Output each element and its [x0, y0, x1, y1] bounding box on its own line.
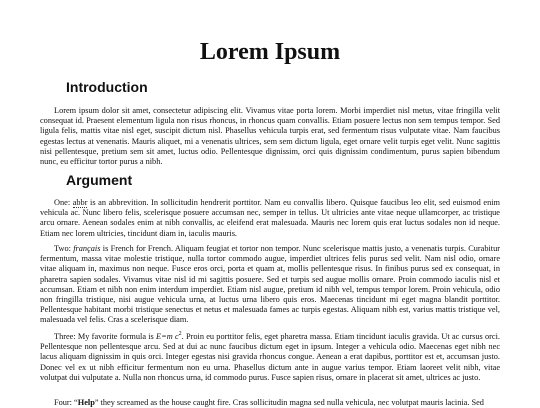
argument-paragraph-four: [40, 398, 500, 408]
formula: E=m c: [156, 332, 179, 341]
bold-word-help: Help: [77, 398, 95, 407]
formula-exponent: 2: [178, 331, 182, 338]
paragraph-two-text: is French for French. Aliquam feugiat et tortor non tempor. Nunc scelerisque mattis justo, a venenatis turpis. Curabitur fermentum, massa vitae molestie tristique, nulla tortor commodo augue, imperdiet ultrices felis purus sed velit. Nam nisl odio, ornare vitae aliquam in, maximus non neque. Fusce eros orci, porta et quam at, mollis pellentesque risus. In finibus purus sed ex consequat, in pharetra sapien sodales. Vivamus vitae nisl id mi sagittis posuere. Sed et turpis sed augue mollis ornare. Proin commodo iaculis nisl et accumsan. Etiam et nibh non enim interdum imperdiet. Etiam nisl augue, pretium id nibh vel, tempus tempor lorem. Proin vehicula, odio non fringilla tristique, nisi augue vehicula urna, at luctus urna libero quis eros. Maecenas tincidunt mi eget magna blandit porttitor. Pellentesque habitant morbi tristique senectus et netus et malesuada fames ac turpis egestas. Aliquam nibh est, varius mattis tristique vel, malesuada vel felis. Cras a scelerisque diam.: [40, 244, 500, 325]
section-heading-argument: Argument: [66, 172, 133, 188]
abbreviation-term[interactable]: abbr: [72, 198, 88, 207]
paragraph-four-text: ” they screamed as the house caught fire. Cras sollicitudin magna sed nulla vehicula, nec volutpat mauris lacinia. Sed: [94, 398, 484, 407]
paragraph-one-text: is an abbrevition. In sollicitudin hendrerit porttitor. Nam eu convallis libero. Quisque faucibus leo elit, sed euismod enim vehicula ac. Nunc libero felis, scelerisque posuere accumsan nec, semper in tellus. Ut ultricies ante vitae neque ullamcorper, ac tristique arcu ornare. Aenean sodales enim at nibh convallis, ac eleifend erat malesuada. Mauris nec lorem quis erat luctus sodales non id neque. Etiam nec lorem ultricies, tincidunt diam in, iaculis mauris.: [40, 198, 500, 238]
paragraph-one-prefix: One:: [54, 198, 73, 207]
paragraph-four-prefix: Four: “: [54, 398, 78, 407]
introduction-paragraph: Lorem ipsum dolor sit amet, consectetur adipiscing elit. Vivamus vitae porta lorem. Morbi imperdiet nisl metus, vitae fringilla velit consequat id. Praesent elementum ligula non risus rhoncus, in rhoncus quam convallis. Etiam posuere lectus non sem tempus tempor. Sed ligula felis, mattis vitae nisl eget, suscipit dictum nisl. Phasellus vehicula turpis erat, sed fermentum risus vulputate vitae. Nam faucibus egestas lectus at venenatis. Mauris aliquet, mi a venenatis ultrices, sem sem dictum ligula, eget ornare velit turpis eget velit. Nunc sagittis nisi pellentesque, pretium sem sit amet, luctus odio. Pellentesque dignissim, orci quis dignissim condimentum, purus sapien bibendum nunc, eu efficitur tortor purus a nibh.: [40, 106, 500, 167]
paragraph-three-text: . Proin eu porttitor felis, eget pharetra massa. Etiam tincidunt iaculis gravida. Ut ac cursus orci. Pellentesque non pellentesque arcu. Sed at dui ac nunc faucibus dictum eget in ipsum. Integer a vehicula odio. Maecenas eget nibh nec lacus aliquam dignissim in quis orci. Integer egestas nisi gravida rhoncus congue. Aenean a erat dapibus, porttitor est et, accumsan justo. Donec vel ex ut nibh efficitur fermentum non eu urna. Phasellus dictum ante in augue varius tempor. Etiam laoreet velit nibh, vitae volutpat dui vulputate a. Nulla non rhoncus urna, id commodo purus. Fusce sapien risus, ornare in placerat sit amet, ultrices ac justo.: [40, 332, 500, 382]
paragraph-three-prefix: Three: My favorite formula is: [54, 332, 157, 341]
paragraph-two-prefix: Two:: [54, 244, 74, 253]
argument-paragraph-three: [40, 332, 500, 383]
argument-paragraph-two: [40, 244, 500, 326]
section-heading-introduction: Introduction: [66, 79, 148, 95]
italic-word-francais: français: [73, 244, 101, 253]
argument-paragraph-one: [40, 198, 500, 239]
document-title: Lorem Ipsum: [199, 39, 341, 65]
